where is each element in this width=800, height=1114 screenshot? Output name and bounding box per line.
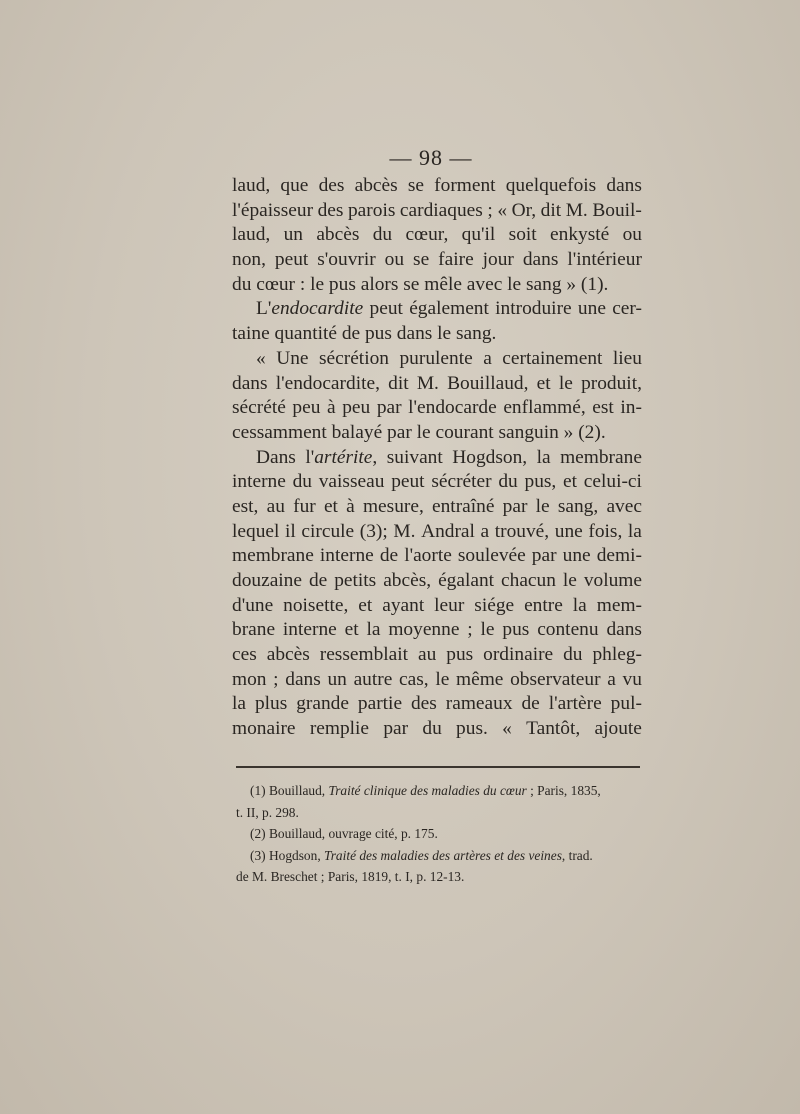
text-line: laud, que des abcès se forment quelquefois dans [232,175,642,196]
text-line: Dans l'artérite, suivant Hogdson, la membrane [256,446,642,468]
text-line: sécrété peu à peu par l'endocarde enflammé, est in- [232,397,642,419]
text-line: laud, un abcès du cœur, qu'il soit enkysté ou [232,224,642,246]
text-line: brane interne et la moyenne ; le pus contenu dans [232,619,642,641]
footnote-line: (3) Hogdson, Traité des maladies des artères et des veines, trad. [250,847,593,863]
footnote-rule [236,766,640,768]
text-line: mon ; dans un autre cas, le même observateur a vu [232,668,642,690]
text-line: douzaine de petits abcès, égalant chacun le volume [232,570,642,591]
text-line: la plus grande partie des rameaux de l'artère pul- [232,693,642,715]
text-line: lequel il circule (3); M. Andral a trouvé, une fois, la [232,520,642,542]
footnote-line: de M. Breschet ; Paris, 1819, t. I, p. 12-13. [236,869,465,885]
body-text [232,174,642,742]
text-line: interne du vaisseau peut sécréter du pus, et celui-ci [232,471,642,493]
text-line: est, au fur et à mesure, entraîné par le sang, avec [232,495,642,517]
text-line: ces abcès ressemblait au pus ordinaire du phleg- [232,644,642,666]
text-line: membrane interne de l'aorte soulevée par une demi- [232,545,642,567]
footnotes [236,780,640,888]
text-line: taine quantité de pus dans le sang. [232,323,497,345]
text-line: dans l'endocardite, dit M. Bouillaud, et le produit, [232,372,642,394]
text-line: L'endocardite peut également introduire une cer- [256,298,642,320]
text-line: monaire remplie par du pus. « Tantôt, ajoute [232,718,642,740]
footnote-line: (2) Bouillaud, ouvrage cité, p. 175. [250,826,438,842]
footnote-line: (1) Bouillaud, Traité clinique des maladies du cœur ; Paris, 1835, [250,783,601,798]
footnote-line: t. II, p. 298. [236,804,299,820]
text-line: d'une noisette, et ayant leur siége entre la mem- [232,594,642,616]
text-line: du cœur : le pus alors se mêle avec le sang » (1). [232,273,609,295]
page-number: — 98 — [389,145,473,170]
text-line: cessamment balayé par le courant sanguin » (2). [232,421,606,443]
text-line: non, peut s'ouvrir ou se faire jour dans l'intérieur [232,249,642,271]
text-line: « Une sécrétion purulente a certainement lieu [256,347,642,369]
text-line: l'épaisseur des parois cardiaques ; « Or, dit M. Bouil- [232,199,642,221]
